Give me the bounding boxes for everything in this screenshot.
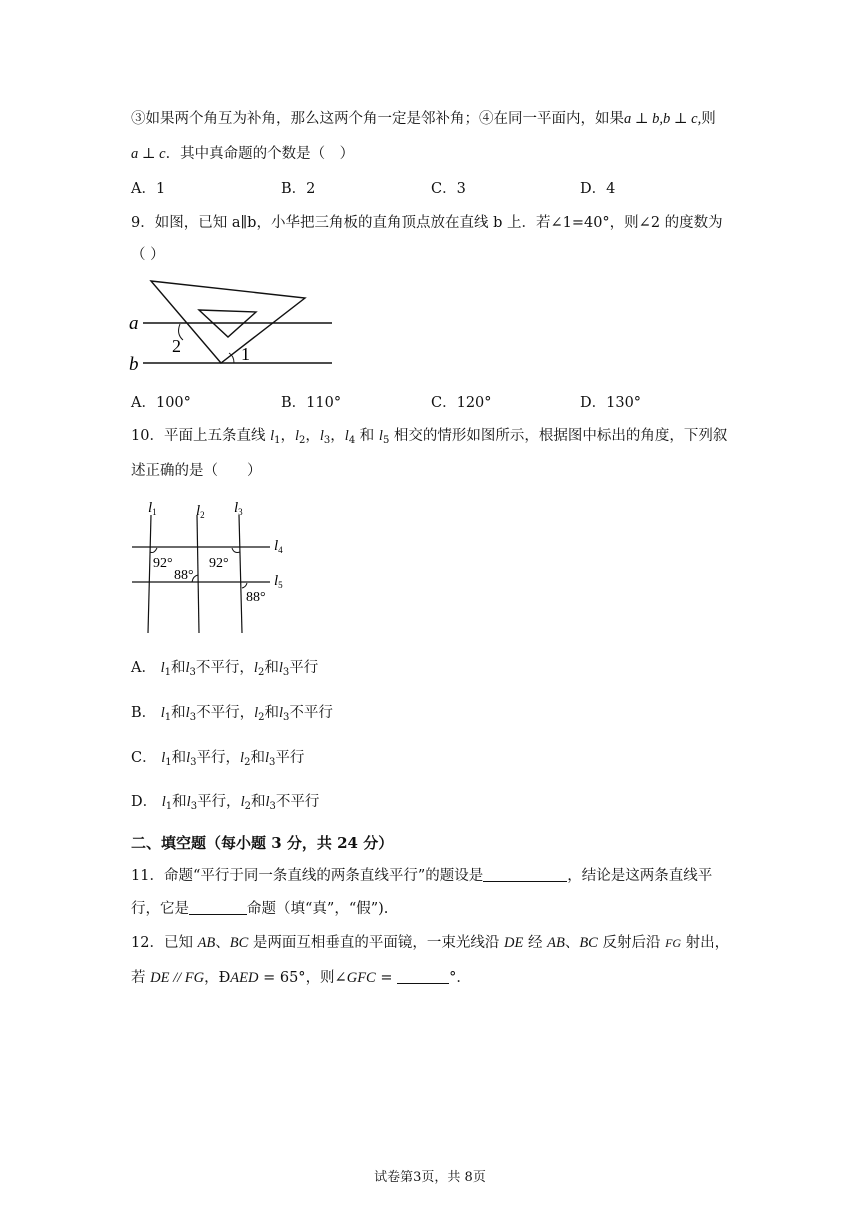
q10-sub: 3 (190, 757, 197, 768)
q10-l: l (186, 794, 191, 810)
q11-text-d: 命题（填“真”，“假”). (247, 901, 389, 917)
q10-sub: 2 (258, 712, 265, 723)
q8-math: a ⊥ b,b ⊥ c, (624, 111, 702, 127)
option-text: 不平行 (289, 705, 333, 721)
option-text: 不平行 (275, 794, 320, 810)
q9-option-c: C．120° (431, 395, 492, 411)
q8-line2 (131, 143, 354, 165)
q10-l: l (270, 428, 275, 444)
option-text: 平行， (196, 750, 241, 766)
q10-sub: 3 (189, 667, 196, 678)
option-text: 和 (250, 750, 265, 766)
q10-sep: ， (305, 428, 320, 444)
option-text: 平行 (275, 750, 305, 766)
option-text: 和 (171, 660, 186, 676)
q10-option-d (131, 791, 319, 813)
q10-sub: 1 (164, 712, 172, 723)
q11-line2 (131, 898, 388, 920)
q10-l: l (160, 660, 165, 676)
q10-sub: 1 (165, 757, 172, 768)
q10-line1 (131, 425, 727, 447)
q12-line2 (131, 967, 471, 989)
q10-sub: 3 (268, 757, 276, 768)
q12-line1 (131, 932, 729, 954)
q12-text: 12．已知 (131, 935, 198, 951)
option-letter: D． (131, 794, 158, 810)
q11-text-b: ，结论是这两条直线平 (567, 868, 713, 884)
line-l1 (148, 515, 151, 633)
q10-l: l (185, 705, 190, 721)
q9-line1: 9．如图，已知 a∥b，小华把三角板的直角顶点放在直线 b 上．若∠1=40°，则∠2 的度数为 (131, 215, 723, 231)
q12-text: 是两面互相垂直的平面镜，一束光线沿 (248, 935, 505, 951)
q10-l: l (186, 750, 191, 766)
label-1: 1 (241, 344, 250, 364)
angle-92-right: 92° (209, 556, 229, 571)
option-letter: B． (131, 705, 157, 721)
q12-sep: 、 (564, 935, 580, 951)
q10-l: l (294, 428, 299, 444)
q12-text: 经 (523, 935, 548, 951)
q12-text: ，则∠ (305, 970, 347, 986)
label-l5: $l_5$ (274, 573, 283, 590)
angle-88-mid: 88° (174, 568, 194, 583)
q10-option-c (131, 747, 304, 769)
q10-sub: 3 (189, 712, 197, 723)
q12-aed: AED (230, 970, 259, 986)
option-text: 和 (250, 794, 266, 810)
section-2-heading: 二、填空题（每小题 3 分，共 24 分） (131, 834, 394, 852)
q10-l: l (278, 705, 284, 721)
q10-sub: 3 (269, 801, 276, 812)
option-text: 平行， (197, 794, 241, 810)
q12-ab: AB (547, 935, 565, 951)
arc-88-right (242, 583, 247, 588)
q11-blank-premise[interactable] (483, 867, 567, 882)
q10-l: l (378, 428, 383, 444)
q11-text: 11．命题“平行于同一条直线的两条直线平行”的题设是 (131, 868, 484, 884)
q12-text: 若 (131, 970, 151, 986)
q9-option-b: B．110° (281, 395, 342, 411)
q8-option-a: A．1 (131, 181, 166, 197)
q8-option-d: D．4 (580, 181, 616, 197)
q12-text: ，Ð (204, 970, 231, 986)
q10-l: l (240, 794, 245, 810)
q11-text-c: 行，它是 (131, 901, 189, 917)
label-l3: $l_3$ (234, 500, 243, 517)
q10-l: l (160, 705, 165, 721)
q10-sep: ， (280, 428, 295, 444)
label-l1: $l_1$ (148, 500, 157, 517)
q12-text: 反射后沿 (597, 935, 666, 951)
q10-sub: 1 (164, 667, 171, 678)
q8-line1 (131, 108, 716, 130)
q12-fg: FG (665, 936, 682, 950)
option-text: 和 (171, 705, 186, 721)
q8-question: ．其中真命题的个数是（ ） (165, 146, 355, 162)
q12-bc: BC (579, 935, 598, 951)
arc-92-right (232, 548, 240, 553)
q10-l: l (240, 750, 245, 766)
option-letter: A． (131, 660, 156, 676)
q10-and: 和 (359, 428, 379, 444)
q12-blank-angle[interactable] (397, 969, 449, 984)
q12-de: DE (504, 935, 524, 951)
q8-option-b: B．2 (281, 181, 316, 197)
option-text: 不平行， (195, 660, 254, 676)
q11-line1 (131, 865, 712, 887)
q12-ab: AB (197, 935, 216, 951)
q10-l: l (265, 794, 270, 810)
q10-sub: 2 (244, 801, 251, 812)
angle-88-right: 88° (246, 590, 266, 605)
q12-bc: BC (229, 935, 249, 951)
q10-sub: 3 (282, 667, 290, 678)
option-text: 和 (264, 705, 279, 721)
q10-l: l (253, 660, 258, 676)
q10-l: l (161, 794, 166, 810)
q12-sep: 、 (215, 935, 230, 951)
q12-text: °． (449, 970, 471, 986)
q9-option-a: A．100° (131, 395, 191, 411)
q10-sub: 3 (323, 435, 331, 446)
option-letter: C． (131, 750, 157, 766)
q12-text: 射出， (681, 935, 730, 951)
q10-sub: 1 (165, 801, 173, 812)
q10-sub: 2 (257, 667, 265, 678)
angle-1-arc (229, 353, 234, 363)
line-l3 (239, 515, 242, 633)
q9-figure (126, 276, 342, 376)
q10-l: l (161, 750, 166, 766)
q8-text: ③如果两个角互为补角，那么这两个角一定是邻补角；④在同一平面内，如果 (131, 111, 624, 127)
q12-eq: = 65° (258, 970, 306, 986)
option-text: 和 (172, 794, 187, 810)
q12-eq2: = (375, 970, 398, 986)
q10-l: l (278, 660, 283, 676)
q12-gfc: GFC (346, 970, 376, 986)
label-a: a (129, 313, 139, 334)
line-l2 (197, 515, 199, 633)
q11-blank-truth[interactable] (189, 900, 247, 915)
q10-option-b (131, 702, 333, 724)
q12-parallel: DE // FG (150, 970, 205, 986)
q10-sep: ， (330, 428, 345, 444)
q8-option-c: C．3 (431, 181, 466, 197)
q10-sub: 4 (348, 435, 356, 446)
q10-line2: 述正确的是（ ） (131, 463, 262, 479)
label-l4: $l_4$ (274, 538, 283, 555)
option-text: 平行 (289, 660, 319, 676)
q10-option-a (131, 657, 318, 679)
q10-l: l (254, 705, 259, 721)
q10-sub: 1 (274, 435, 281, 446)
q10-l: l (344, 428, 349, 444)
q10-sub: 3 (190, 801, 198, 812)
q9-option-d: D．130° (580, 395, 642, 411)
label-b: b (129, 354, 139, 375)
option-text: 和 (264, 660, 279, 676)
label-l2: $l_2$ (196, 503, 205, 520)
q10-sub: 2 (299, 435, 306, 446)
q8-text-end: 则 (701, 111, 716, 127)
q10-l: l (185, 660, 190, 676)
q10-l: l (319, 428, 324, 444)
option-text: 和 (171, 750, 187, 766)
q9-line2: （ ） (131, 247, 165, 263)
q10-sub: 5 (382, 435, 390, 446)
angle-92-left: 92° (153, 556, 173, 571)
q10-sub: 2 (244, 757, 251, 768)
q8-math-2: a ⊥ c (131, 146, 166, 162)
page-footer: 试卷第3页，共 8页 (374, 1170, 486, 1185)
q10-l: l (264, 750, 269, 766)
q10-figure (126, 497, 296, 637)
q10-sub: 3 (283, 712, 290, 723)
label-2: 2 (172, 336, 181, 356)
arc-92-left (150, 548, 157, 553)
option-text: 不平行， (196, 705, 255, 721)
q10-text-post: 相交的情形如图所示，根据图中标出的角度，下列叙 (389, 428, 728, 444)
q10-text: 10．平面上五条直线 (131, 428, 271, 444)
